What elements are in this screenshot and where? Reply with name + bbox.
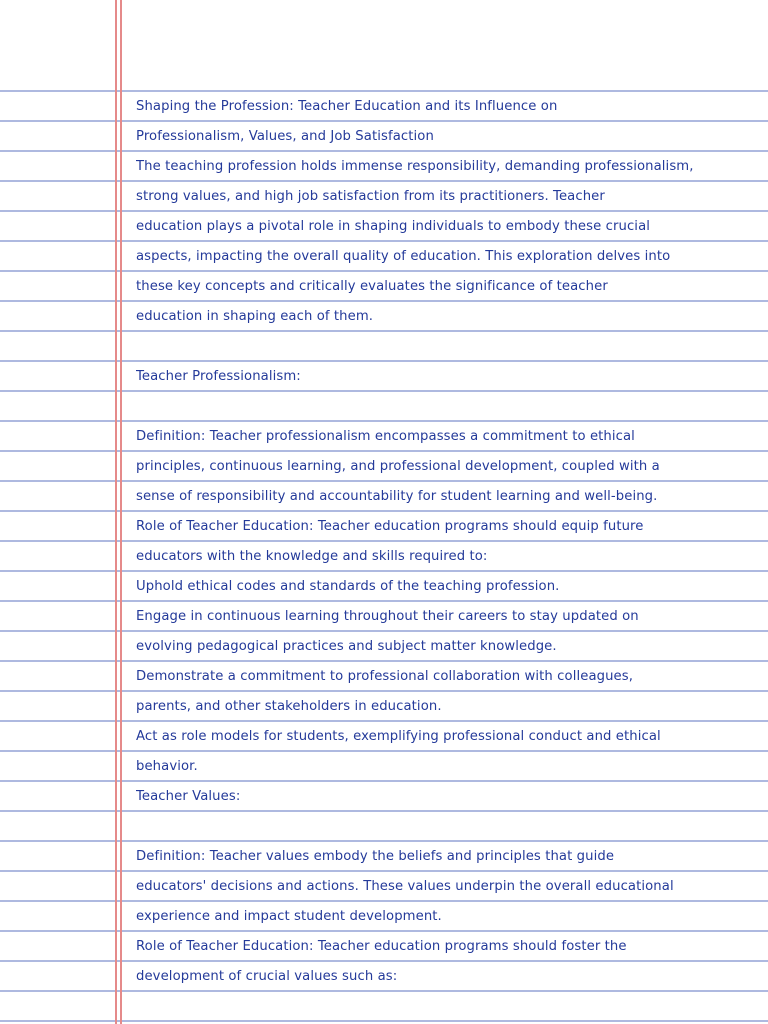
text-line: Role of Teacher Education: Teacher education programs should equip future bbox=[136, 519, 644, 534]
text-line: sense of responsibility and accountability for student learning and well-being. bbox=[136, 489, 658, 504]
text-line: Engage in continuous learning throughout their careers to stay updated on bbox=[136, 609, 639, 624]
text-line: Shaping the Profession: Teacher Education and its Influence on bbox=[136, 99, 558, 114]
margin-line-left bbox=[115, 0, 117, 1024]
text-line: strong values, and high job satisfaction from its practitioners. Teacher bbox=[136, 189, 605, 204]
text-line: Act as role models for students, exemplifying professional conduct and ethical bbox=[136, 729, 661, 744]
text-line: Teacher Professionalism: bbox=[136, 369, 301, 384]
text-line: behavior. bbox=[136, 759, 198, 774]
margin-line-right bbox=[120, 0, 122, 1024]
text-line: principles, continuous learning, and professional development, coupled with a bbox=[136, 459, 660, 474]
text-line: these key concepts and critically evaluates the significance of teacher bbox=[136, 279, 608, 294]
text-line: Definition: Teacher values embody the beliefs and principles that guide bbox=[136, 849, 615, 864]
text-line bbox=[136, 812, 756, 842]
text-line: education in shaping each of them. bbox=[136, 309, 374, 324]
text-line bbox=[136, 392, 756, 422]
text-line: Teacher Values: bbox=[136, 789, 241, 804]
text-line: aspects, impacting the overall quality of education. This exploration delves into bbox=[136, 249, 671, 264]
text-line: Demonstrate a commitment to professional collaboration with colleagues, bbox=[136, 669, 634, 684]
text-line: educators' decisions and actions. These values underpin the overall educational bbox=[136, 879, 674, 894]
text-line: Definition: Teacher professionalism encompasses a commitment to ethical bbox=[136, 429, 635, 444]
text-line: Uphold ethical codes and standards of the teaching profession. bbox=[136, 579, 560, 594]
text-line: education plays a pivotal role in shaping individuals to embody these crucial bbox=[136, 219, 651, 234]
text-line bbox=[136, 332, 756, 362]
text-line: parents, and other stakeholders in education. bbox=[136, 699, 442, 714]
text-line: Role of Teacher Education: Teacher education programs should foster the bbox=[136, 939, 627, 954]
text-line: development of crucial values such as: bbox=[136, 969, 398, 984]
text-line: educators with the knowledge and skills required to: bbox=[136, 549, 488, 564]
text-line: evolving pedagogical practices and subject matter knowledge. bbox=[136, 639, 557, 654]
text-line: experience and impact student development. bbox=[136, 909, 442, 924]
text-line: The teaching profession holds immense responsibility, demanding professionalism, bbox=[136, 159, 694, 174]
text-line: Professionalism, Values, and Job Satisfaction bbox=[136, 129, 434, 144]
handwritten-text-block bbox=[136, 92, 756, 992]
